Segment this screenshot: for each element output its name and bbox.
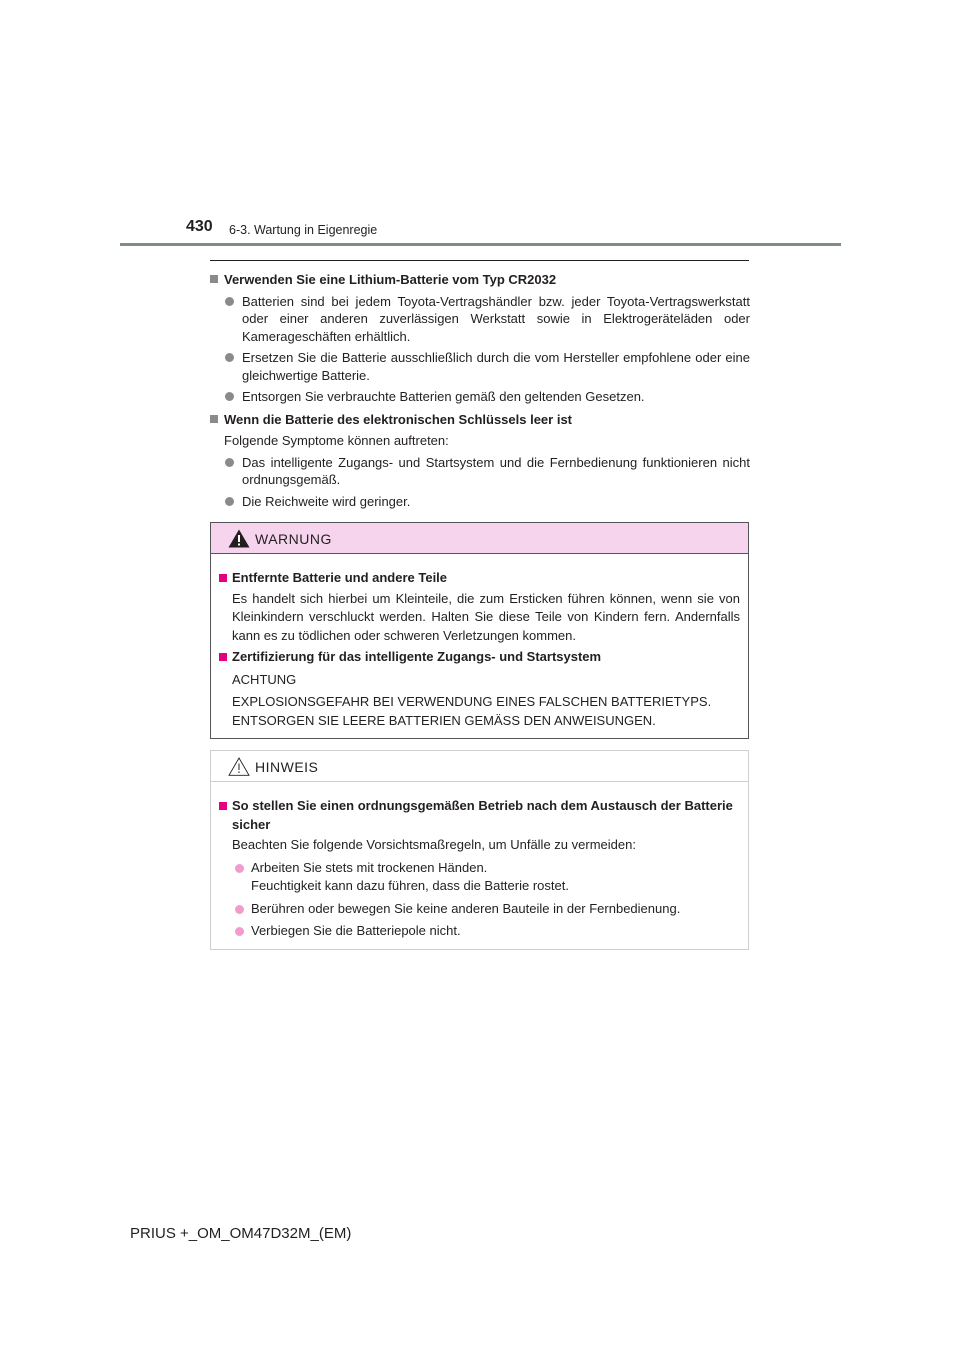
intro-text: Folgende Symptome können auftreten: [224,433,449,448]
circle-bullet-icon [235,927,244,936]
circle-bullet-icon [225,297,234,306]
hinweis-intro: Beachten Sie folgende Vorsichtsmaßregeln, um Unfälle zu vermeiden: [232,837,636,852]
section-title: 6-3. Wartung in Eigenregie [229,223,378,237]
list-item-text: Feuchtigkeit kann dazu führen, dass die Batterie rostet. [251,878,569,893]
heading-text: Verwenden Sie eine Lithium-Batterie vom Typ CR2032 [224,272,557,287]
hinweis-header [211,751,748,782]
list-item-text: Ersetzen Sie die Batterie ausschließlich durch die vom Hersteller empfohlene oder eine gleichwertige Batterie. [242,350,750,383]
list-item [219,859,740,896]
heading-text: Wenn die Batterie des elektronischen Schlüssels leer ist [224,411,573,427]
square-bullet-icon [219,574,227,582]
circle-bullet-icon [225,458,234,467]
warning-header [211,523,748,554]
square-bullet-icon [219,653,227,661]
square-bullet-icon [210,415,218,423]
square-bullet-icon [219,802,227,810]
circle-bullet-icon [225,353,234,362]
circle-bullet-icon [235,864,244,873]
warning-heading [219,648,740,667]
list-item-text: Arbeiten Sie stets mit trockenen Händen. [251,859,488,875]
list-item [210,454,750,489]
list-item [210,388,750,406]
circle-bullet-icon [225,497,234,506]
section-heading [210,271,750,289]
warning-text: Es handelt sich hierbei um Kleinteile, die zum Ersticken führen können, wenn sie von Kleinkindern verschluckt werden. Halten Sie diese Teile von Kindern fern. Andernfalls kann es zu tödlichen oder schweren Verletzungen kommen. [232,590,740,643]
page-number: 430 [186,218,213,235]
list-item-text: Berühren oder bewegen Sie keine anderen Bauteile in der Fernbedienung. [251,900,681,916]
circle-bullet-icon [235,905,244,914]
content-rule [210,260,749,261]
list-item-text: Batterien sind bei jedem Toyota-Vertragshändler bzw. jeder Toyota-Vertragswerkstatt oder einer anderen zuverlässigen Werkstatt sowie in Elektrogeräteläden oder Kamerageschäften erhältlich. [242,293,750,344]
main-content [210,266,750,510]
list-item [219,922,740,941]
warning-triangle-icon [228,529,250,548]
hinweis-heading [219,797,740,834]
circle-bullet-icon [225,392,234,401]
warning-box [210,522,749,739]
list-item [210,293,750,346]
warning-title: WARNUNG [255,531,332,547]
warning-achtung: ACHTUNG [232,671,297,687]
list-item-text: Die Reichweite wird geringer. [242,493,411,509]
heading-text: So stellen Sie einen ordnungsgemäßen Betrieb nach dem Austausch der Batterie sicher [232,798,733,832]
hinweis-title: HINWEIS [255,759,319,775]
section-heading [210,411,750,429]
heading-text: Zertifizierung für das intelligente Zugangs- und Startsystem [232,649,602,664]
square-bullet-icon [210,275,218,283]
caution-triangle-icon [228,757,250,776]
list-item-text: Verbiegen Sie die Batteriepole nicht. [251,923,461,938]
hinweis-box [210,750,749,950]
footer-doc-id: PRIUS +_OM_OM47D32M_(EM) [130,1225,352,1242]
warning-heading [219,569,740,588]
list-item [210,493,750,511]
warning-body [211,554,748,730]
hinweis-body [211,782,748,941]
warning-caps-text: EXPLOSIONSGEFAHR BEI VERWENDUNG EINES FALSCHEN BATTERIETYPS. ENTSORGEN SIE LEERE BATTERIEN GEMÄSS DEN ANWEISUNGEN. [232,694,712,728]
header-rule [120,243,841,246]
list-item [210,349,750,384]
list-item-text: Das intelligente Zugangs- und Startsystem und die Fernbedienung funktionieren nicht ordnungsgemäß. [242,454,750,487]
list-item-text: Entsorgen Sie verbrauchte Batterien gemäß den geltenden Gesetzen. [242,389,645,404]
heading-text: Entfernte Batterie und andere Teile [232,570,448,585]
list-item [219,900,740,919]
